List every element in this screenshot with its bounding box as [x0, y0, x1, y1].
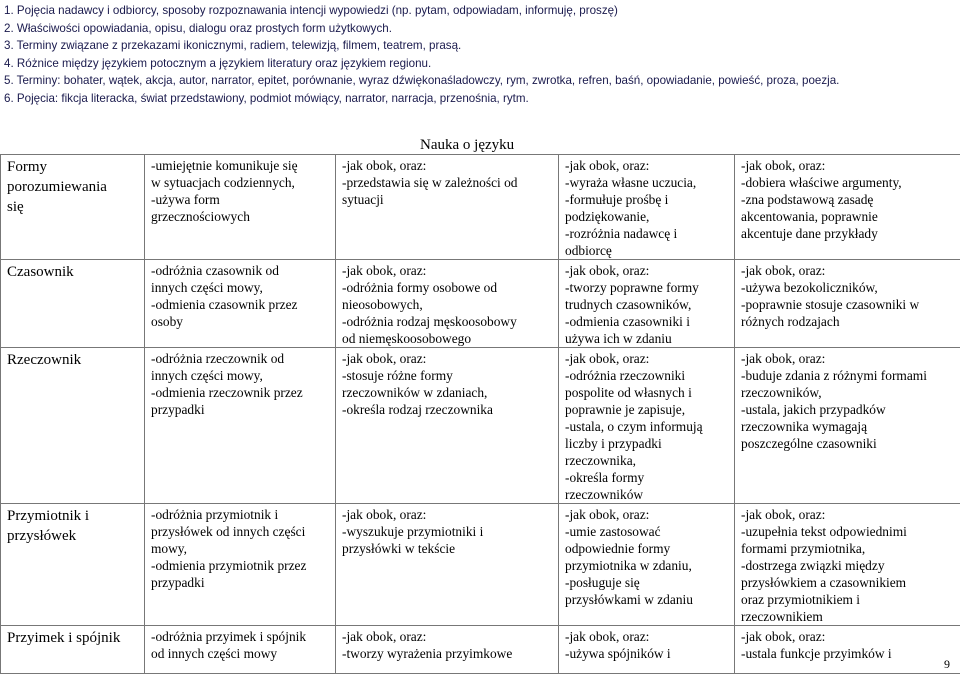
table-row: [1, 260, 960, 348]
table-cell: [559, 348, 735, 504]
table-cell: [735, 504, 960, 626]
table-cell: [336, 348, 559, 504]
topic-cell: [1, 348, 145, 504]
intro-list: [4, 2, 954, 107]
table-cell: [145, 504, 336, 626]
cell-text: -jak obok, oraz: -buduje zdania z różnymi formami rzeczowników, -ustala, jakich przypadków rzeczownika wymagają poszczególne czasowniki: [741, 350, 960, 452]
table-cell: [145, 260, 336, 348]
table-cell: [559, 504, 735, 626]
cell-text: -jak obok, oraz: -przedstawia się w zależności od sytuacji: [342, 157, 558, 208]
table-cell: [559, 155, 735, 260]
table-cell: [336, 626, 559, 674]
cell-text: -odróżnia rzeczownik od innych części mowy, -odmienia rzeczownik przez przypadki: [151, 350, 335, 418]
table-cell: [145, 348, 336, 504]
page-number: 9: [944, 657, 950, 672]
topic-label: Rzeczownik: [7, 350, 144, 370]
cell-text: -jak obok, oraz: -stosuje różne formy rzeczowników w zdaniach, -określa rodzaj rzeczownika: [342, 350, 558, 418]
cell-text: -jak obok, oraz: -ustala funkcje przyimków i: [741, 628, 960, 662]
table-cell: [559, 260, 735, 348]
table-cell: [735, 626, 960, 674]
topic-label: Przymiotnik i przysłówek: [7, 506, 144, 546]
table-cell: [559, 626, 735, 674]
cell-text: -odróżnia czasownik od innych części mowy, -odmienia czasownik przez osoby: [151, 262, 335, 330]
topic-label: Czasownik: [7, 262, 144, 282]
table-cell: [336, 504, 559, 626]
table-cell: [145, 155, 336, 260]
table-row: [1, 504, 960, 626]
cell-text: -jak obok, oraz: -odróżnia rzeczowniki pospolite od własnych i poprawnie je zapisuje, -ustala, o czym informują liczby i przypadki rzeczownika, -określa formy rzeczowników: [565, 350, 734, 503]
topic-cell: [1, 504, 145, 626]
intro-item: 4. Różnice między językiem potocznym a językiem literatury oraz językiem regionu.: [4, 55, 954, 73]
intro-item: 5. Terminy: bohater, wątek, akcja, autor, narrator, epitet, porównanie, wyraz dźwiękonaśladowczy, rym, zwrotka, refren, baśń, opowiadanie, powieść, proza, poezja.: [4, 72, 954, 90]
table-cell: [336, 155, 559, 260]
cell-text: -umiejętnie komunikuje się w sytuacjach codziennych, -używa form grzecznościowych: [151, 157, 335, 225]
intro-item: 6. Pojęcia: fikcja literacka, świat przedstawiony, podmiot mówiący, narrator, narracja, przenośnia, rytm.: [4, 90, 954, 108]
table-row: [1, 155, 960, 260]
intro-item: 2. Właściwości opowiadania, opisu, dialogu oraz prostych form użytkowych.: [4, 20, 954, 38]
table-cell: [336, 260, 559, 348]
table-cell: [145, 626, 336, 674]
topic-cell: [1, 626, 145, 674]
cell-text: -jak obok, oraz: -używa bezokoliczników, -poprawnie stosuje czasowniki w różnych rodzajach: [741, 262, 960, 330]
intro-item: 1. Pojęcia nadawcy i odbiorcy, sposoby rozpoznawania intencji wypowiedzi (np. pytam, odpowiadam, informuję, proszę): [4, 2, 954, 20]
cell-text: -jak obok, oraz: -odróżnia formy osobowe od nieosobowych, -odróżnia rodzaj męskoosobowy od niemęskoosobowego: [342, 262, 558, 347]
cell-text: -jak obok, oraz: -tworzy poprawne formy trudnych czasowników, -odmienia czasowniki i używa ich w zdaniu: [565, 262, 734, 347]
table-row: [1, 626, 960, 674]
topic-cell: [1, 155, 145, 260]
cell-text: -odróżnia przymiotnik i przysłówek od innych części mowy, -odmienia przymiotnik przez przypadki: [151, 506, 335, 591]
cell-text: -jak obok, oraz: -wyszukuje przymiotniki i przysłówki w tekście: [342, 506, 558, 557]
requirements-table: [0, 154, 960, 674]
cell-text: -jak obok, oraz: -używa spójników i: [565, 628, 734, 662]
topic-cell: [1, 260, 145, 348]
intro-item: 3. Terminy związane z przekazami ikonicznymi, radiem, telewizją, filmem, teatrem, prasą.: [4, 37, 954, 55]
cell-text: -jak obok, oraz: -tworzy wyrażenia przyimkowe: [342, 628, 558, 662]
table-cell: [735, 348, 960, 504]
table-cell: [735, 260, 960, 348]
table-cell: [735, 155, 960, 260]
cell-text: -jak obok, oraz: -wyraża własne uczucia, -formułuje prośbę i podziękowanie, -rozróżnia nadawcę i odbiorcę: [565, 157, 734, 259]
section-title: Nauka o języku: [420, 136, 514, 154]
topic-label: Formy porozumiewania się: [7, 157, 144, 217]
cell-text: -jak obok, oraz: -dobiera właściwe argumenty, -zna podstawową zasadę akcentowania, poprawnie akcentuje dane przykłady: [741, 157, 960, 242]
cell-text: -jak obok, oraz: -uzupełnia tekst odpowiednimi formami przymiotnika, -dostrzega związki między przysłówkiem a czasownikiem oraz przymiotnikiem i rzeczownikiem: [741, 506, 960, 625]
cell-text: -jak obok, oraz: -umie zastosować odpowiednie formy przymiotnika w zdaniu, -posługuje się przysłówkami w zdaniu: [565, 506, 734, 608]
table-row: [1, 348, 960, 504]
topic-label: Przyimek i spójnik: [7, 628, 144, 648]
cell-text: -odróżnia przyimek i spójnik od innych części mowy: [151, 628, 335, 662]
